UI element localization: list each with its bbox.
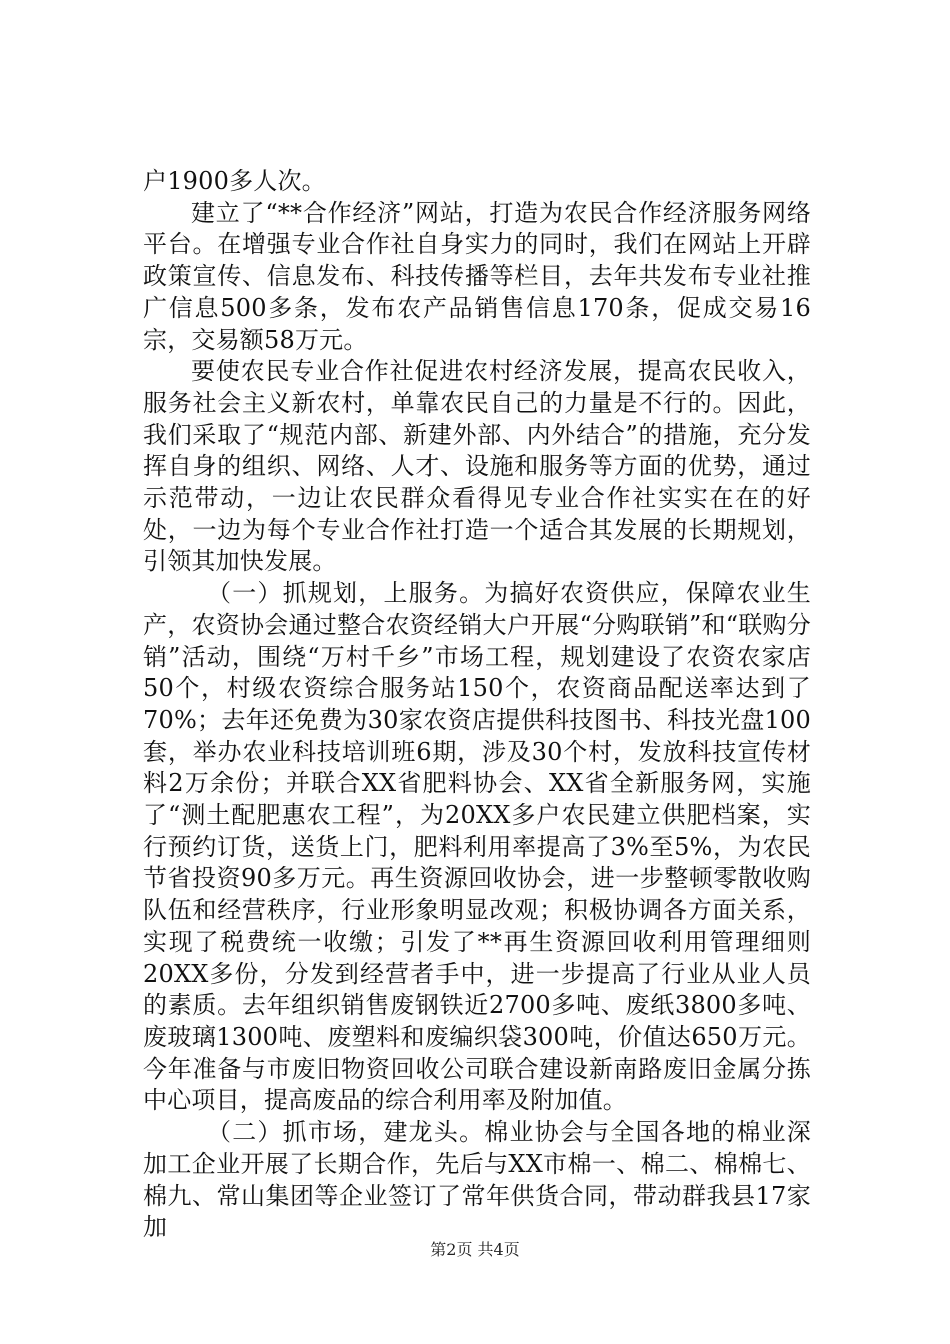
paragraph-continuation: 户1900多人次。	[143, 167, 326, 195]
document-body	[143, 166, 811, 1244]
page-footer: 第2页 共4页	[430, 1240, 520, 1259]
paragraph-measures: 要使农民专业合作社促进农村经济发展，提高农民收入，服务社会主义新农村，单靠农民自己的力量是不行的。因此，我们采取了“规范内部、新建外部、内外结合”的措施，充分发挥自身的组织、网络、人才、设施和服务等方面的优势，通过示范带动，一边让农民群众看得见专业合作社实实在在的好处，一边为每个专业合作社打造一个适合其发展的长期规划，引领其加快发展。	[143, 357, 811, 576]
paragraph-website: 建立了“**合作经济”网站，打造为农民合作经济服务网络平台。在增强专业合作社自身实力的同时，我们在网站上开辟政策宣传、信息发布、科技传播等栏目，去年共发布专业社推广信息500多条，发布农产品销售信息170条，促成交易16宗，交易额58万元。	[143, 198, 811, 354]
paragraph-section-one: （一）抓规划，上服务。为搞好农资供应，保障农业生产，农资协会通过整合农资经销大户开展“分购联销”和“联购分销”活动，围绕“万村千乡”市场工程，规划建设了农资农家店50个，村级农资综合服务站150个，农资商品配送率达到了70%；去年还免费为30家农资店提供科技图书、科技光盘100套，举办农业科技培训班6期，涉及30个村，发放科技宣传材料2万余份；并联合XX省肥料协会、XX省全新服务网，实施了“测土配肥惠农工程”，为20XX多户农民建立供肥档案，实行预约订货，送货上门，肥料利用率提高了3%至5%，为农民节省投资90多万元。再生资源回收协会，进一步整顿零散收购队伍和经营秩序，行业形象明显改观；积极协调各方面关系，实现了税费统一收缴；引发了**再生资源回收利用管理细则20XX多份，分发到经营者手中，进一步提高了行业从业人员的素质。去年组织销售废钢铁近2700多吨、废纸3800多吨、废玻璃1300吨、废塑料和废编织袋300吨，价值达650万元。今年准备与市废旧物资回收公司联合建设新南路废旧金属分拣中心项目，提高废品的综合利用率及附加值。	[143, 579, 811, 1115]
paragraph-section-two: （二）抓市场，建龙头。棉业协会与全国各地的棉业深加工企业开展了长期合作，先后与XX市棉一、棉二、棉棉七、棉九、常山集团等企业签订了常年供货合同，带动群我县17家加	[143, 1118, 811, 1242]
